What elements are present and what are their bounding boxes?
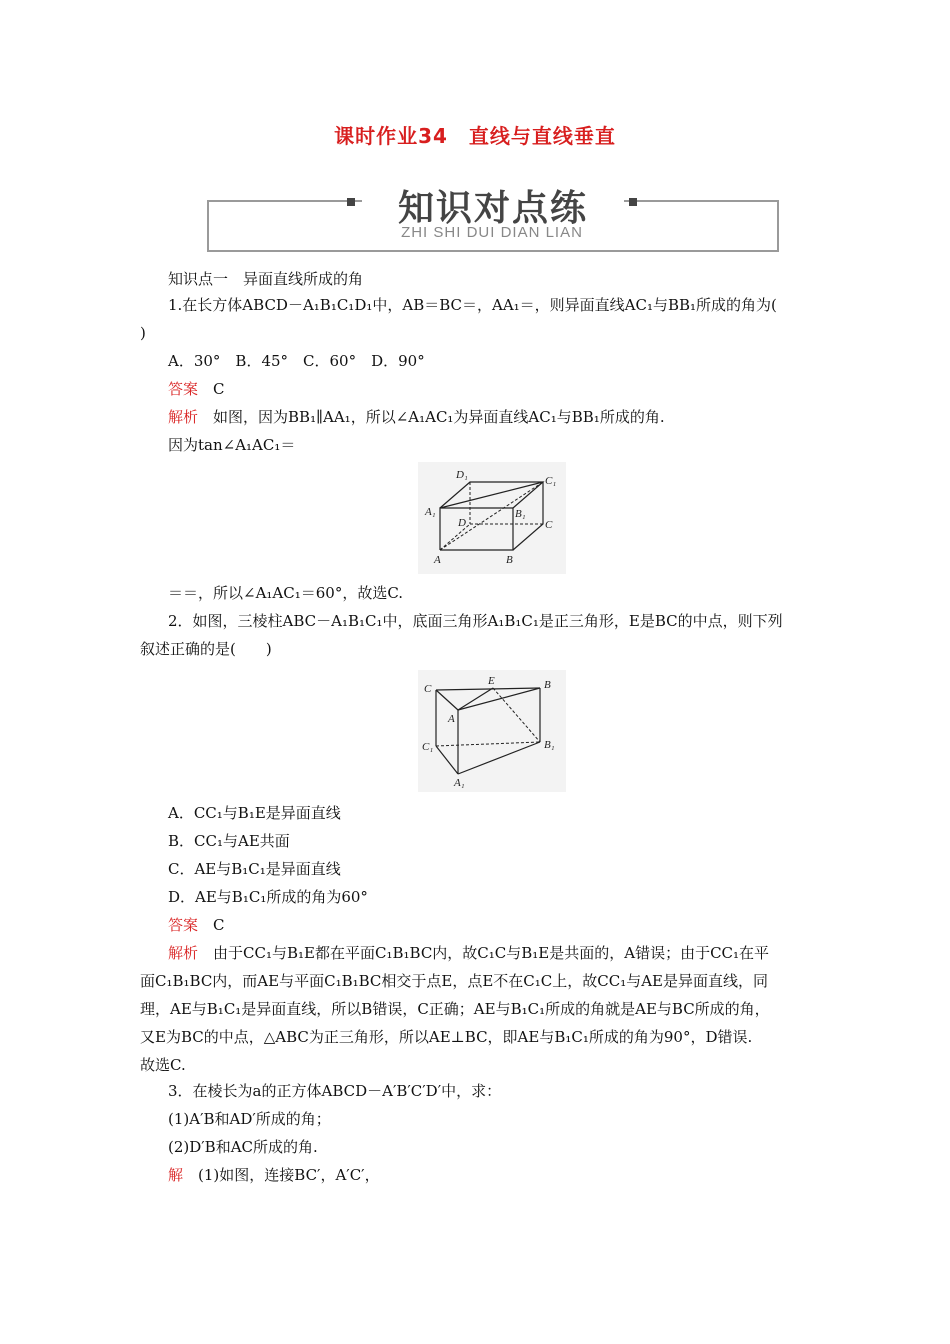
q1-analysis-line3: ＝＝，所以∠A₁AC₁＝60°，故选C.	[168, 584, 404, 602]
banner-subtitle: ZHI SHI DUI DIAN LIAN	[401, 224, 583, 241]
q1-stem-line1: 1.在长方体ABCD－A₁B₁C₁D₁中，AB＝BC＝，AA₁＝，则异面直线AC₁与BB₁所成的角为(	[168, 296, 777, 314]
label-c1: C₁	[422, 741, 434, 753]
q1-analysis-line2: 因为tan∠A₁AC₁＝	[168, 436, 296, 454]
q1-analysis-line1: 解析 如图，因为BB₁∥AA₁，所以∠A₁AC₁为异面直线AC₁与BB₁所成的角.	[168, 408, 665, 426]
label-c1: C₁	[545, 475, 557, 487]
q1-answer	[168, 378, 225, 400]
q2-analysis-line3: 理，AE与B₁C₁是异面直线，所以B错误，C正确；AE与B₁C₁所成的角就是AE与BC所成的角，	[140, 1000, 770, 1018]
label-b: B	[506, 554, 513, 566]
q3-stem: 3．在棱长为a的正方体ABCD－A′B′C′D′中，求：	[168, 1082, 502, 1100]
label-e: E	[488, 675, 495, 687]
label-d1: D₁	[456, 469, 468, 481]
answer-label: 答案	[168, 380, 199, 398]
q2-option-d: D．AE与B₁C₁所成的角为60°	[168, 888, 368, 906]
label-a1: A₁	[425, 506, 436, 518]
q2-answer	[168, 914, 225, 936]
page-title: 课时作业34 直线与直线垂直	[334, 124, 616, 148]
label-b: B	[544, 679, 551, 691]
section-heading: 知识点一 异面直线所成的角	[168, 270, 364, 288]
label-c: C	[424, 683, 432, 695]
banner-square-left	[347, 198, 355, 206]
q2-analysis-line4: 又E为BC的中点，△ABC为正三角形，所以AE⊥BC，即AE与B₁C₁所成的角为90°，D错误.	[140, 1028, 753, 1046]
label-c: C	[545, 519, 553, 531]
q2-stem-line2: 叙述正确的是( )	[140, 640, 272, 658]
solution-label: 解	[168, 1166, 184, 1184]
label-a: A	[434, 554, 441, 566]
banner-title: 知识对点练	[397, 188, 588, 229]
label-a: A	[448, 713, 455, 725]
q2-analysis-line5: 故选C.	[140, 1056, 186, 1074]
label-d: D	[458, 517, 466, 529]
section-banner	[207, 178, 777, 250]
q2-option-c: C．AE与B₁C₁是异面直线	[168, 860, 341, 878]
q2-option-b: B．CC₁与AE共面	[168, 832, 290, 850]
prism-figure	[418, 670, 566, 792]
q3-part2: (2)D′B和AC所成的角.	[168, 1138, 318, 1156]
q2-option-a: A．CC₁与B₁E是异面直线	[168, 804, 341, 822]
q3-solution-line1: 解 (1)如图，连接BC′，A′C′，	[168, 1166, 380, 1184]
cuboid-figure	[418, 462, 566, 574]
label-b1: B₁	[515, 508, 526, 520]
label-a1: A₁	[454, 777, 465, 789]
answer-value: C	[213, 380, 225, 398]
analysis-label: 解析	[168, 944, 199, 962]
answer-label: 答案	[168, 916, 199, 934]
q2-stem-line1: 2．如图，三棱柱ABC－A₁B₁C₁中，底面三角形A₁B₁C₁是正三角形，E是BC的中点，则下列	[168, 612, 783, 630]
q3-part1: (1)A′B和AD′所成的角；	[168, 1110, 331, 1128]
answer-value: C	[213, 916, 225, 934]
label-b1: B₁	[544, 739, 555, 751]
analysis-label: 解析	[168, 408, 199, 426]
q2-analysis-line1: 解析 由于CC₁与B₁E都在平面C₁B₁BC内，故C₁C与B₁E是共面的，A错误；由于CC₁在平	[168, 944, 770, 962]
banner-square-right	[629, 198, 637, 206]
q1-stem-line2: )	[140, 324, 146, 342]
q2-analysis-line2: 面C₁B₁BC内，而AE与平面C₁B₁BC相交于点E，点E不在C₁C上，故CC₁与AE是异面直线，同	[140, 972, 769, 990]
q1-options: A．30° B．45° C．60° D．90°	[168, 352, 425, 370]
